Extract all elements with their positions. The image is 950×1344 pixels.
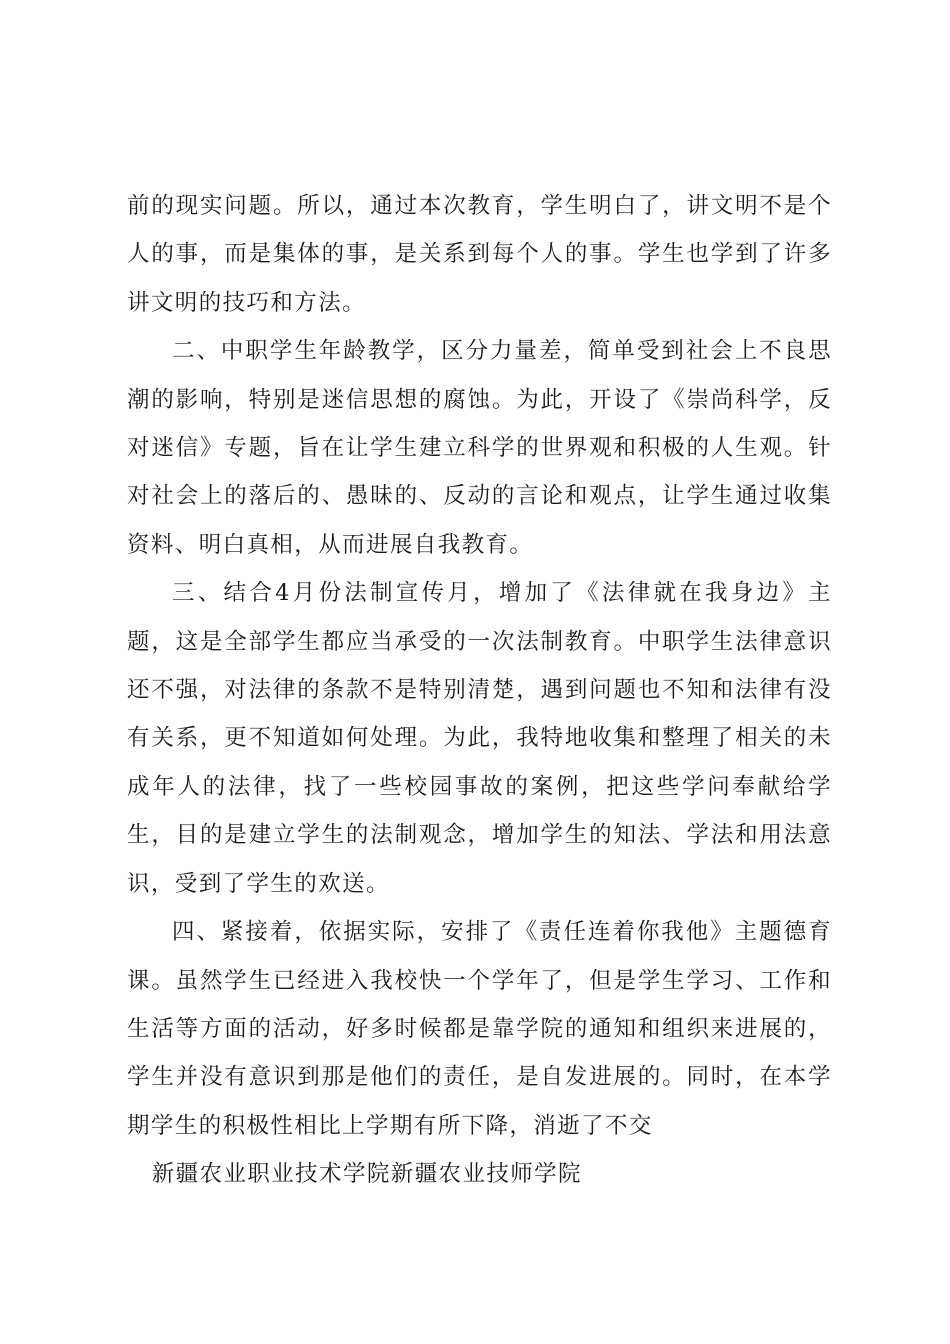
paragraph-two: 二、中职学生年龄教学，区分力量差，简单受到社会上不良思潮的影响，特别是迷信思想的腐蚀。为此，开设了《崇尚科学，反对迷信》专题，旨在让学生建立科学的世界观和积极的人生观。针对社会上的落后的、愚昧的、反动的言论和观点，让学生通过收集资料、明白真相，从而进展自我教育。 (127, 338, 832, 558)
paragraph-continued: 前的现实问题。所以，通过本次教育，学生明白了，讲文明不是个人的事，而是集体的事，是关系到每个人的事。学生也学到了许多讲文明的技巧和方法。 (127, 193, 832, 316)
paragraph-three: 三、结合4月份法制宣传月，增加了《法律就在我身边》主题，这是全部学生都应当承受的一次法制教育。中职学生法律意识还不强，对法律的条款不是特别清楚，遇到问题也不知和法律有没有关系，更不知道如何处理。为此，我特地收集和整理了相关的未成年人的法律，找了一些校园事故的案例，把这些学问奉献给学生，目的是建立学生的法制观念，增加学生的知法、学法和用法意识，受到了学生的欢送。 (127, 580, 832, 897)
document-body (127, 182, 832, 1199)
footer-institution-text: 新疆农业职业技术学院新疆农业技师学院 (151, 1161, 582, 1188)
paragraph-four: 四、紧接着，依据实际，安排了《责任连着你我他》主题德育课。虽然学生已经进入我校快一个学年了，但是学生学习、工作和生活等方面的活动，好多时候都是靠学院的通知和组织来进展的，学生并没有意识到那是他们的责任，是自发进展的。同时，在本学期学生的积极性相比上学期有所下降，消逝了不交 (127, 919, 832, 1139)
